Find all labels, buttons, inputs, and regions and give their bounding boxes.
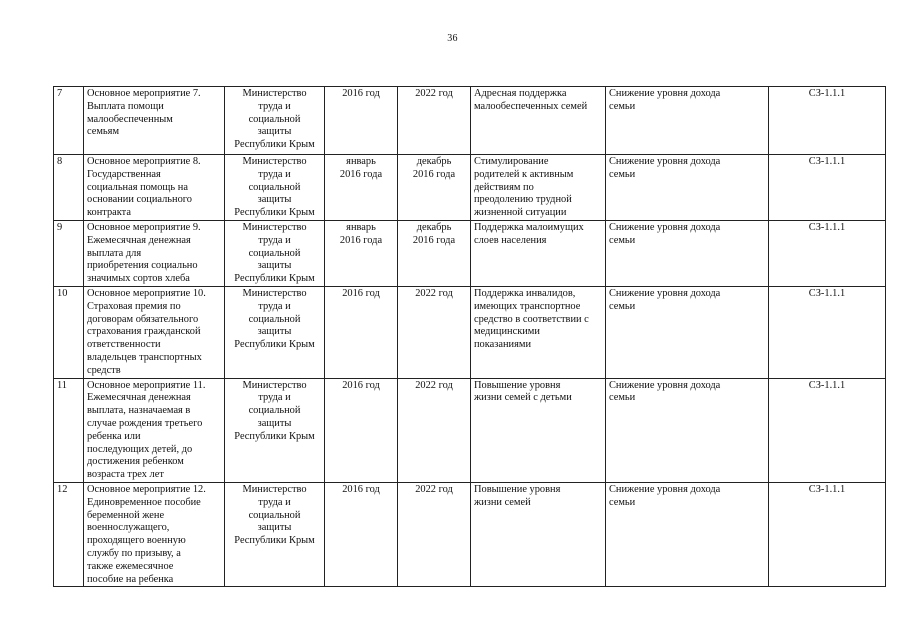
executor-cell: Министерство труда и социальной защиты Республики Крым	[225, 482, 325, 586]
indicator-cell: Снижение уровня дохода семьи	[606, 220, 769, 286]
row-number-cell: 7	[54, 87, 84, 155]
indicator-cell: Снижение уровня дохода семьи	[606, 482, 769, 586]
table-row	[54, 155, 886, 221]
expected-result-cell: Поддержка малоимущих слоев населения	[471, 220, 606, 286]
table-row	[54, 286, 886, 378]
end-date-cell: декабрь 2016 года	[398, 155, 471, 221]
table-row	[54, 220, 886, 286]
code-cell: СЗ-1.1.1	[769, 482, 886, 586]
executor-cell: Министерство труда и социальной защиты Республики Крым	[225, 87, 325, 155]
row-number-cell: 9	[54, 220, 84, 286]
scan-artifact	[8, 225, 26, 285]
code-cell: СЗ-1.1.1	[769, 87, 886, 155]
expected-result-cell: Адресная поддержка малообеспеченных семей	[471, 87, 606, 155]
indicator-cell: Снижение уровня дохода семьи	[606, 87, 769, 155]
row-number-cell: 11	[54, 378, 84, 482]
start-date-cell: январь 2016 года	[325, 155, 398, 221]
expected-result-cell: Стимулирование родителей к активным действиям по преодолению трудной жизненной ситуации	[471, 155, 606, 221]
measures-table	[53, 86, 886, 587]
code-cell: СЗ-1.1.1	[769, 220, 886, 286]
start-date-cell: 2016 год	[325, 378, 398, 482]
measure-name-cell: Основное мероприятие 11. Ежемесячная денежная выплата, назначаемая в случае рождения третьего ребенка или последующих детей, до достижения ребенком возраста трех лет	[84, 378, 225, 482]
indicator-cell: Снижение уровня дохода семьи	[606, 286, 769, 378]
expected-result-cell: Поддержка инвалидов, имеющих транспортное средство в соответствии с медицинскими показаниями	[471, 286, 606, 378]
end-date-cell: 2022 год	[398, 482, 471, 586]
measure-name-cell: Основное мероприятие 9. Ежемесячная денежная выплата для приобретения социально значимых сортов хлеба	[84, 220, 225, 286]
row-number-cell: 8	[54, 155, 84, 221]
measure-name-cell: Основное мероприятие 8. Государственная социальная помощь на основании социального контракта	[84, 155, 225, 221]
end-date-cell: декабрь 2016 года	[398, 220, 471, 286]
expected-result-cell: Повышение уровня жизни семей	[471, 482, 606, 586]
expected-result-cell: Повышение уровня жизни семей с детьми	[471, 378, 606, 482]
start-date-cell: январь 2016 года	[325, 220, 398, 286]
start-date-cell: 2016 год	[325, 87, 398, 155]
end-date-cell: 2022 год	[398, 378, 471, 482]
executor-cell: Министерство труда и социальной защиты Республики Крым	[225, 286, 325, 378]
executor-cell: Министерство труда и социальной защиты Республики Крым	[225, 220, 325, 286]
measure-name-cell: Основное мероприятие 12. Единовременное пособие беременной жене военнослужащего, проходящего военную службу по призыву, а также ежемесячное пособие на ребенка	[84, 482, 225, 586]
start-date-cell: 2016 год	[325, 286, 398, 378]
start-date-cell: 2016 год	[325, 482, 398, 586]
row-number-cell: 10	[54, 286, 84, 378]
executor-cell: Министерство труда и социальной защиты Республики Крым	[225, 378, 325, 482]
measure-name-cell: Основное мероприятие 10. Страховая премия по договорам обязательного страхования гражданской ответственности владельцев транспортных средств	[84, 286, 225, 378]
table-row	[54, 87, 886, 155]
executor-cell: Министерство труда и социальной защиты Республики Крым	[225, 155, 325, 221]
code-cell: СЗ-1.1.1	[769, 286, 886, 378]
indicator-cell: Снижение уровня дохода семьи	[606, 155, 769, 221]
code-cell: СЗ-1.1.1	[769, 155, 886, 221]
page-number: 36	[447, 33, 458, 44]
table-row	[54, 378, 886, 482]
code-cell: СЗ-1.1.1	[769, 378, 886, 482]
measure-name-cell: Основное мероприятие 7. Выплата помощи малообеспеченным семьям	[84, 87, 225, 155]
end-date-cell: 2022 год	[398, 286, 471, 378]
indicator-cell: Снижение уровня дохода семьи	[606, 378, 769, 482]
end-date-cell: 2022 год	[398, 87, 471, 155]
table-row	[54, 482, 886, 586]
row-number-cell: 12	[54, 482, 84, 586]
